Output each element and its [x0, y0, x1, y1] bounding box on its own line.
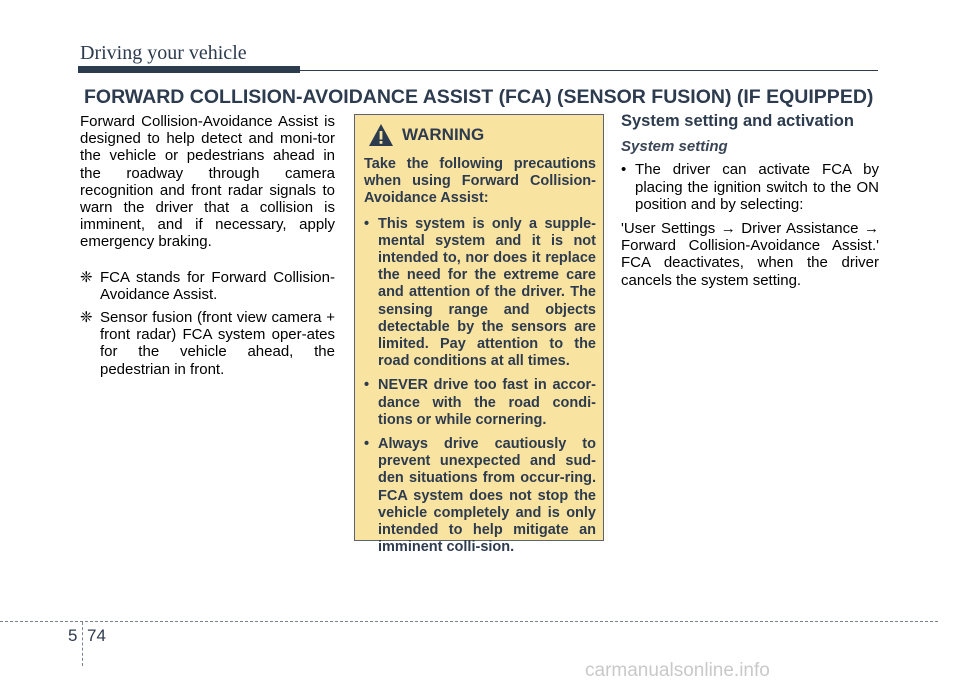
footer-rule	[0, 621, 938, 622]
warning-header	[364, 122, 596, 148]
warning-title: WARNING	[402, 125, 485, 144]
warning-list	[364, 216, 596, 557]
page-number-separator	[82, 622, 83, 666]
note-symbol-icon: ❈	[80, 309, 93, 327]
list-item	[364, 216, 596, 371]
warning-box	[354, 114, 604, 556]
note-symbol-icon: ❈	[80, 268, 93, 286]
chapter-number: 5	[68, 626, 78, 645]
right-subheading: System setting	[621, 138, 728, 156]
note-item	[80, 309, 335, 378]
list-item-text: The driver can activate FCA by placing the ignition switch to the ON position and by selecting:	[635, 161, 879, 213]
intro-paragraph: Forward Collision-Avoidance Assist is designed to help detect and moni-tor the vehicle or pedestrians ahead in the roadway through camera recognition and front radar signals to warn the driver that a collision is imminent, and if necessary, apply emergency braking.	[80, 113, 335, 251]
page-title: FORWARD COLLISION-AVOIDANCE ASSIST (FCA) (SENSOR FUSION) (IF EQUIPPED)	[84, 86, 874, 108]
page-number: 74	[87, 626, 106, 645]
settings-path-text: 'User Settings → Driver Assistance → Forward Collision-Avoidance Assist.' FCA deactivates, when the driver cancels the system setting.	[621, 220, 879, 289]
section-title: Driving your vehicle	[80, 42, 247, 64]
bullet-icon: •	[364, 377, 370, 394]
warning-body	[364, 156, 596, 556]
watermark: carmanualsonline.info	[585, 660, 770, 681]
note-text: FCA stands for Forward Collision-Avoidance Assist.	[100, 268, 335, 303]
list-item-text: Always drive cautiously to prevent unexpected and sud-den situations from occur-ring. FCA system does not stop the vehicle completely and is only intended to help mitigate an imminent colli-sion.	[378, 436, 596, 556]
warning-intro: Take the following precautions when using Forward Collision-Avoidance Assist:	[364, 156, 596, 207]
list-item	[364, 377, 596, 429]
right-column	[621, 113, 879, 289]
note-item	[80, 269, 335, 303]
bullet-icon: •	[364, 436, 370, 453]
warning-triangle-icon	[368, 123, 394, 147]
header-bar	[78, 66, 300, 73]
list-item	[621, 161, 879, 213]
list-item-text: This system is only a supple-mental system and it is not intended to, nor does it replace the need for the extreme care and attention of the driver. The sensing range and objects detectable by the sensors are limited. Pay attention to the road conditions at all times.	[378, 215, 596, 370]
left-column	[80, 113, 335, 378]
note-text: Sensor fusion (front view camera + front radar) FCA system oper-ates for the vehicle ahead, the pedestrian in front.	[100, 309, 335, 378]
bullet-icon: •	[364, 215, 370, 232]
list-item-text: NEVER drive too fast in accor-dance with the road condi-tions or while cornering.	[378, 377, 596, 428]
list-item	[364, 436, 596, 556]
right-heading: System setting and activation	[621, 112, 854, 130]
bullet-icon: •	[621, 161, 627, 179]
header-rule	[300, 70, 878, 71]
